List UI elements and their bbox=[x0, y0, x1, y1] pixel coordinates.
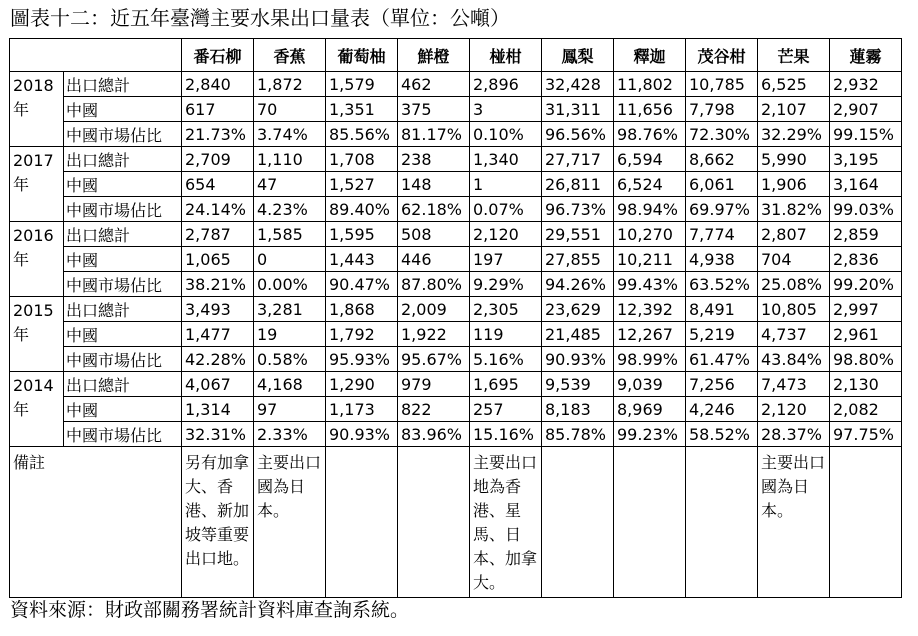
row-label: 出口總計 bbox=[64, 72, 182, 97]
data-cell: 1,314 bbox=[182, 397, 254, 422]
data-cell: 1,340 bbox=[470, 147, 542, 172]
data-cell: 1,792 bbox=[326, 322, 398, 347]
data-cell: 1,110 bbox=[254, 147, 326, 172]
data-cell: 508 bbox=[398, 222, 470, 247]
data-cell: 2,961 bbox=[830, 322, 902, 347]
data-cell: 9,539 bbox=[542, 372, 614, 397]
header-row bbox=[10, 39, 902, 72]
data-cell: 11,802 bbox=[614, 72, 686, 97]
data-cell: 2,997 bbox=[830, 297, 902, 322]
data-cell: 9,039 bbox=[614, 372, 686, 397]
data-cell: 1,527 bbox=[326, 172, 398, 197]
data-cell: 1,922 bbox=[398, 322, 470, 347]
table-row bbox=[10, 197, 902, 222]
data-cell: 3 bbox=[470, 97, 542, 122]
table-row bbox=[10, 397, 902, 422]
data-cell: 32.29% bbox=[758, 122, 830, 147]
data-cell: 70 bbox=[254, 97, 326, 122]
row-label: 中國 bbox=[64, 322, 182, 347]
data-cell: 2,009 bbox=[398, 297, 470, 322]
data-cell: 1,872 bbox=[254, 72, 326, 97]
table-row bbox=[10, 372, 902, 397]
data-cell: 89.40% bbox=[326, 197, 398, 222]
data-cell: 1 bbox=[470, 172, 542, 197]
data-cell: 119 bbox=[470, 322, 542, 347]
data-cell: 3,195 bbox=[830, 147, 902, 172]
column-header: 鳳梨 bbox=[542, 39, 614, 72]
data-cell: 25.08% bbox=[758, 272, 830, 297]
data-cell: 2,130 bbox=[830, 372, 902, 397]
notes-label: 備註 bbox=[10, 447, 182, 598]
row-label: 出口總計 bbox=[64, 297, 182, 322]
data-cell: 85.56% bbox=[326, 122, 398, 147]
data-cell: 96.56% bbox=[542, 122, 614, 147]
table-row bbox=[10, 222, 902, 247]
data-cell: 1,065 bbox=[182, 247, 254, 272]
data-cell: 83.96% bbox=[398, 422, 470, 447]
data-cell: 0 bbox=[254, 247, 326, 272]
table-row bbox=[10, 272, 902, 297]
data-cell: 21,485 bbox=[542, 322, 614, 347]
column-header: 釋迦 bbox=[614, 39, 686, 72]
row-label: 中國 bbox=[64, 247, 182, 272]
data-cell: 69.97% bbox=[686, 197, 758, 222]
table-row bbox=[10, 422, 902, 447]
data-cell: 7,774 bbox=[686, 222, 758, 247]
data-cell: 28.37% bbox=[758, 422, 830, 447]
table-row bbox=[10, 97, 902, 122]
data-cell: 446 bbox=[398, 247, 470, 272]
row-label: 中國 bbox=[64, 172, 182, 197]
data-cell: 98.80% bbox=[830, 347, 902, 372]
data-cell: 10,805 bbox=[758, 297, 830, 322]
data-cell: 654 bbox=[182, 172, 254, 197]
data-cell: 1,868 bbox=[326, 297, 398, 322]
data-cell: 96.73% bbox=[542, 197, 614, 222]
data-cell: 5,219 bbox=[686, 322, 758, 347]
data-cell: 1,477 bbox=[182, 322, 254, 347]
column-header: 葡萄柚 bbox=[326, 39, 398, 72]
data-cell: 5.16% bbox=[470, 347, 542, 372]
table-row bbox=[10, 247, 902, 272]
year-cell: 2014年 bbox=[10, 372, 64, 447]
row-label: 中國 bbox=[64, 97, 182, 122]
year-cell: 2018年 bbox=[10, 72, 64, 147]
data-cell: 4,168 bbox=[254, 372, 326, 397]
table-row bbox=[10, 172, 902, 197]
data-cell: 822 bbox=[398, 397, 470, 422]
row-label: 出口總計 bbox=[64, 372, 182, 397]
note-cell: 主要出口國為日本。 bbox=[758, 447, 830, 598]
data-cell: 10,211 bbox=[614, 247, 686, 272]
data-cell: 98.99% bbox=[614, 347, 686, 372]
row-label: 出口總計 bbox=[64, 147, 182, 172]
data-cell: 1,351 bbox=[326, 97, 398, 122]
data-cell: 4.23% bbox=[254, 197, 326, 222]
data-cell: 1,906 bbox=[758, 172, 830, 197]
data-cell: 148 bbox=[398, 172, 470, 197]
data-cell: 462 bbox=[398, 72, 470, 97]
data-cell: 8,969 bbox=[614, 397, 686, 422]
note-cell bbox=[326, 447, 398, 598]
data-cell: 704 bbox=[758, 247, 830, 272]
table-row bbox=[10, 72, 902, 97]
data-cell: 7,256 bbox=[686, 372, 758, 397]
column-header: 芒果 bbox=[758, 39, 830, 72]
data-cell: 94.26% bbox=[542, 272, 614, 297]
data-cell: 19 bbox=[254, 322, 326, 347]
data-cell: 43.84% bbox=[758, 347, 830, 372]
data-cell: 4,737 bbox=[758, 322, 830, 347]
data-cell: 61.47% bbox=[686, 347, 758, 372]
data-cell: 98.76% bbox=[614, 122, 686, 147]
page-title: 圖表十二：近五年臺灣主要水果出口量表（單位：公噸） bbox=[10, 6, 510, 30]
data-cell: 95.93% bbox=[326, 347, 398, 372]
data-cell: 90.47% bbox=[326, 272, 398, 297]
column-header: 椪柑 bbox=[470, 39, 542, 72]
row-label: 中國 bbox=[64, 397, 182, 422]
data-cell: 6,525 bbox=[758, 72, 830, 97]
data-cell: 26,811 bbox=[542, 172, 614, 197]
row-label: 中國市場佔比 bbox=[64, 272, 182, 297]
row-label: 中國市場佔比 bbox=[64, 347, 182, 372]
notes-row bbox=[10, 447, 902, 598]
data-cell: 2,107 bbox=[758, 97, 830, 122]
data-cell: 21.73% bbox=[182, 122, 254, 147]
data-cell: 85.78% bbox=[542, 422, 614, 447]
data-cell: 90.93% bbox=[326, 422, 398, 447]
note-cell: 另有加拿大、香港、新加坡等重要出口地。 bbox=[182, 447, 254, 598]
data-cell: 27,855 bbox=[542, 247, 614, 272]
data-cell: 257 bbox=[470, 397, 542, 422]
data-cell: 3,493 bbox=[182, 297, 254, 322]
data-cell: 99.43% bbox=[614, 272, 686, 297]
data-cell: 63.52% bbox=[686, 272, 758, 297]
data-cell: 7,473 bbox=[758, 372, 830, 397]
data-cell: 617 bbox=[182, 97, 254, 122]
data-cell: 2,787 bbox=[182, 222, 254, 247]
row-label: 中國市場佔比 bbox=[64, 197, 182, 222]
data-cell: 90.93% bbox=[542, 347, 614, 372]
data-cell: 24.14% bbox=[182, 197, 254, 222]
note-cell bbox=[830, 447, 902, 598]
column-header: 香蕉 bbox=[254, 39, 326, 72]
data-cell: 29,551 bbox=[542, 222, 614, 247]
note-cell bbox=[614, 447, 686, 598]
data-cell: 27,717 bbox=[542, 147, 614, 172]
data-cell: 38.21% bbox=[182, 272, 254, 297]
data-cell: 1,290 bbox=[326, 372, 398, 397]
data-cell: 97 bbox=[254, 397, 326, 422]
data-cell: 10,270 bbox=[614, 222, 686, 247]
data-cell: 375 bbox=[398, 97, 470, 122]
note-cell: 主要出口地為香港、星馬、日本、加拿大。 bbox=[470, 447, 542, 598]
data-cell: 8,491 bbox=[686, 297, 758, 322]
data-cell: 2,840 bbox=[182, 72, 254, 97]
table-row bbox=[10, 122, 902, 147]
data-cell: 98.94% bbox=[614, 197, 686, 222]
data-cell: 1,579 bbox=[326, 72, 398, 97]
table-row bbox=[10, 297, 902, 322]
data-cell: 11,656 bbox=[614, 97, 686, 122]
table-row bbox=[10, 347, 902, 372]
data-cell: 6,594 bbox=[614, 147, 686, 172]
data-cell: 10,785 bbox=[686, 72, 758, 97]
data-cell: 12,392 bbox=[614, 297, 686, 322]
data-cell: 1,695 bbox=[470, 372, 542, 397]
data-cell: 97.75% bbox=[830, 422, 902, 447]
data-cell: 197 bbox=[470, 247, 542, 272]
data-cell: 1,595 bbox=[326, 222, 398, 247]
fruit-export-table bbox=[9, 38, 902, 598]
data-cell: 2,836 bbox=[830, 247, 902, 272]
data-cell: 87.80% bbox=[398, 272, 470, 297]
data-cell: 4,938 bbox=[686, 247, 758, 272]
data-cell: 99.20% bbox=[830, 272, 902, 297]
data-cell: 2.33% bbox=[254, 422, 326, 447]
column-header: 鮮橙 bbox=[398, 39, 470, 72]
data-cell: 1,708 bbox=[326, 147, 398, 172]
data-cell: 8,662 bbox=[686, 147, 758, 172]
note-cell bbox=[398, 447, 470, 598]
data-cell: 3.74% bbox=[254, 122, 326, 147]
data-cell: 2,896 bbox=[470, 72, 542, 97]
data-cell: 99.15% bbox=[830, 122, 902, 147]
row-label: 中國市場佔比 bbox=[64, 422, 182, 447]
data-cell: 31,311 bbox=[542, 97, 614, 122]
data-cell: 32.31% bbox=[182, 422, 254, 447]
row-label: 出口總計 bbox=[64, 222, 182, 247]
data-cell: 2,807 bbox=[758, 222, 830, 247]
column-header: 蓮霧 bbox=[830, 39, 902, 72]
data-cell: 2,305 bbox=[470, 297, 542, 322]
data-cell: 2,932 bbox=[830, 72, 902, 97]
data-cell: 4,067 bbox=[182, 372, 254, 397]
data-cell: 23,629 bbox=[542, 297, 614, 322]
data-cell: 5,990 bbox=[758, 147, 830, 172]
data-cell: 979 bbox=[398, 372, 470, 397]
data-cell: 2,907 bbox=[830, 97, 902, 122]
year-cell: 2016年 bbox=[10, 222, 64, 297]
year-cell: 2015年 bbox=[10, 297, 64, 372]
data-cell: 2,120 bbox=[470, 222, 542, 247]
data-cell: 47 bbox=[254, 172, 326, 197]
data-cell: 0.07% bbox=[470, 197, 542, 222]
data-cell: 72.30% bbox=[686, 122, 758, 147]
data-cell: 31.82% bbox=[758, 197, 830, 222]
data-cell: 6,061 bbox=[686, 172, 758, 197]
data-cell: 3,281 bbox=[254, 297, 326, 322]
data-cell: 32,428 bbox=[542, 72, 614, 97]
note-cell: 主要出口國為日本。 bbox=[254, 447, 326, 598]
data-cell: 6,524 bbox=[614, 172, 686, 197]
data-cell: 99.03% bbox=[830, 197, 902, 222]
data-cell: 2,859 bbox=[830, 222, 902, 247]
data-cell: 58.52% bbox=[686, 422, 758, 447]
data-cell: 62.18% bbox=[398, 197, 470, 222]
column-header: 茂谷柑 bbox=[686, 39, 758, 72]
data-cell: 81.17% bbox=[398, 122, 470, 147]
data-cell: 9.29% bbox=[470, 272, 542, 297]
note-cell bbox=[542, 447, 614, 598]
data-cell: 8,183 bbox=[542, 397, 614, 422]
table-row bbox=[10, 147, 902, 172]
data-cell: 12,267 bbox=[614, 322, 686, 347]
data-cell: 3,164 bbox=[830, 172, 902, 197]
data-cell: 0.00% bbox=[254, 272, 326, 297]
column-header: 番石柳 bbox=[182, 39, 254, 72]
data-cell: 238 bbox=[398, 147, 470, 172]
data-cell: 1,173 bbox=[326, 397, 398, 422]
data-cell: 0.10% bbox=[470, 122, 542, 147]
year-cell: 2017年 bbox=[10, 147, 64, 222]
data-cell: 4,246 bbox=[686, 397, 758, 422]
header-corner bbox=[10, 39, 182, 72]
data-cell: 1,443 bbox=[326, 247, 398, 272]
data-cell: 95.67% bbox=[398, 347, 470, 372]
data-cell: 42.28% bbox=[182, 347, 254, 372]
data-cell: 99.23% bbox=[614, 422, 686, 447]
note-cell bbox=[686, 447, 758, 598]
data-cell: 2,082 bbox=[830, 397, 902, 422]
data-cell: 0.58% bbox=[254, 347, 326, 372]
table-row bbox=[10, 322, 902, 347]
data-cell: 7,798 bbox=[686, 97, 758, 122]
row-label: 中國市場佔比 bbox=[64, 122, 182, 147]
data-cell: 15.16% bbox=[470, 422, 542, 447]
data-cell: 2,120 bbox=[758, 397, 830, 422]
source-footnote: 資料來源：財政部關務署統計資料庫查詢系統。 bbox=[10, 599, 410, 621]
data-cell: 2,709 bbox=[182, 147, 254, 172]
data-cell: 1,585 bbox=[254, 222, 326, 247]
